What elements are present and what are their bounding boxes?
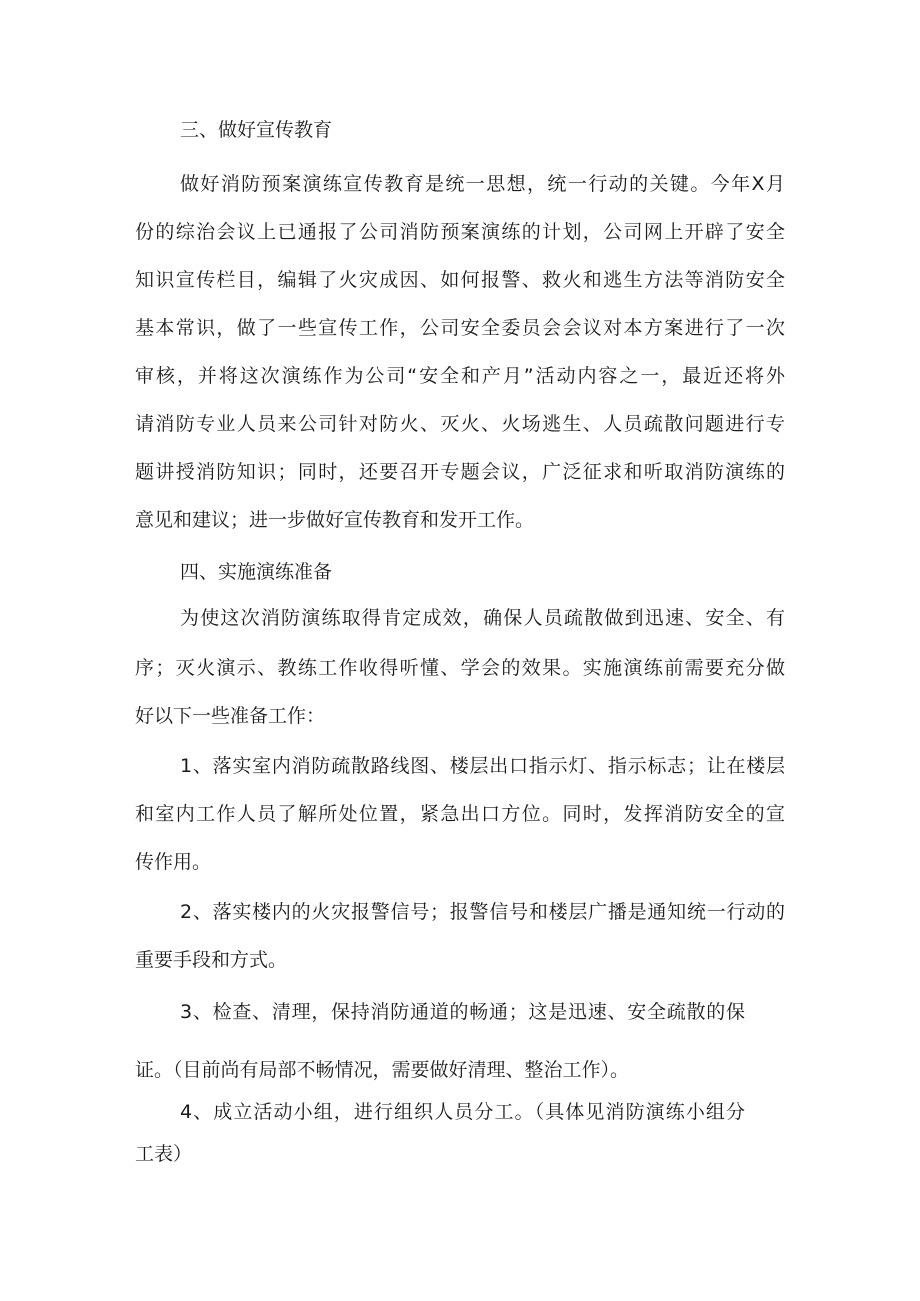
paragraph-line: 意见和建议；进一步做好宣传教育和发开工作。: [135, 509, 535, 531]
list-item-line: 证。（目前尚有局部不畅情况，需要做好清理、整治工作）。: [135, 1059, 630, 1081]
paragraph-line: 基本常识，做了一些宣传工作，公司安全委员会会议对本方案进行了一次: [135, 317, 785, 339]
paragraph-line: 序；灭火演示、教练工作收得听懂、学会的效果。实施演练前需要充分做: [135, 657, 785, 679]
paragraph-line: 审核，并将这次演练作为公司“安全和产月”活动内容之一，最近还将外: [135, 365, 785, 387]
list-item-line: 重要手段和方式。: [135, 949, 288, 971]
paragraph-line: 为使这次消防演练取得肯定成效，确保人员疏散做到迅速、安全、有: [180, 607, 785, 629]
paragraph-line: 题讲授消防知识；同时，还要召开专题会议，广泛征求和听取消防演练的: [135, 461, 785, 483]
paragraph-line: 做好消防预案演练宣传教育是统一思想，统一行动的关键。今年X月: [180, 173, 785, 195]
paragraph-line: 份的综治会议上已通报了公司消防预案演练的计划，公司网上开辟了安全: [135, 221, 785, 243]
section-heading-3: 三、做好宣传教育: [180, 119, 333, 141]
list-item-line: 1、落实室内消防疏散路线图、楼层出口指示灯、指示标志；让在楼层: [180, 755, 785, 777]
list-item-line: 和室内工作人员了解所处位置，紧急出口方位。同时，发挥消防安全的宣: [135, 803, 785, 825]
section-heading-4: 四、实施演练准备: [180, 561, 333, 583]
list-item-line: 3、检查、清理，保持消防通道的畅通；这是迅速、安全疏散的保: [180, 1001, 745, 1023]
list-item-line: 传作用。: [135, 851, 212, 873]
paragraph-line: 知识宣传栏目，编辑了火灾成因、如何报警、救火和逃生方法等消防安全: [135, 269, 785, 291]
list-item-line: 4、成立活动小组，进行组织人员分工。（具体见消防演练小组分: [180, 1101, 745, 1123]
list-item-line: 工表）: [135, 1143, 193, 1165]
list-item-line: 2、落实楼内的火灾报警信号；报警信号和楼层广播是通知统一行动的: [180, 901, 785, 923]
paragraph-line: 好以下一些准备工作：: [135, 705, 326, 727]
paragraph-line: 请消防专业人员来公司针对防火、灭火、火场逃生、人员疏散问题进行专: [135, 413, 785, 435]
